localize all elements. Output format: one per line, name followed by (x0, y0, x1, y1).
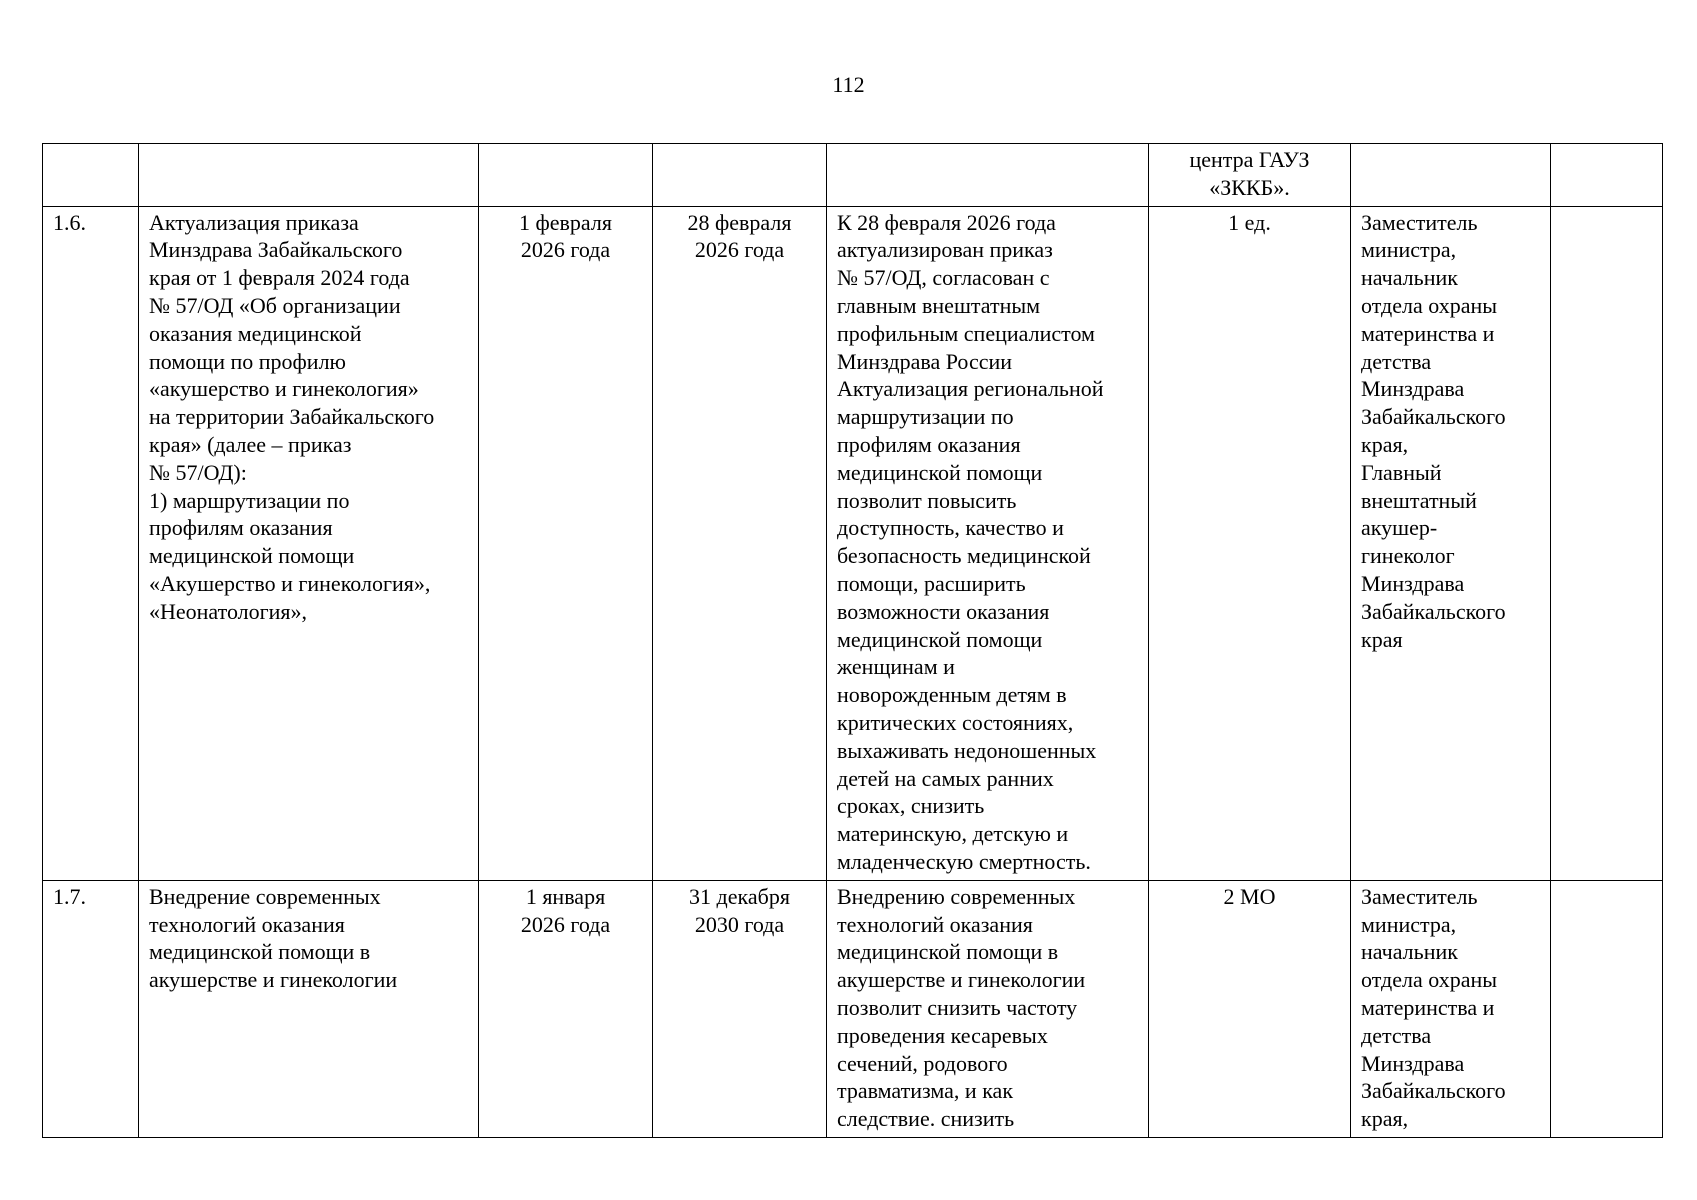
cell-text-line: детей на самых ранних (837, 765, 1054, 791)
cell-text-line: медицинской помощи в (149, 939, 371, 965)
cell-text-line: 1 ед. (1228, 209, 1271, 235)
cell-extra (1551, 206, 1663, 880)
cell-text-line: Минздрава (1361, 376, 1465, 402)
cell-text-line: № 57/ОД, согласован с (837, 265, 1050, 291)
cell-text-line: начальник (1361, 265, 1458, 291)
cell-text-line: гинеколог (1361, 543, 1455, 569)
cell-responsible (1351, 206, 1551, 880)
cell-text-line: позволит снизить частоту (837, 994, 1078, 1020)
cell-text-line: 28 февраля (687, 209, 792, 235)
cell-text-line: Заместитель (1361, 209, 1478, 235)
cell-text-line: «Неонатология», (149, 598, 308, 624)
cell-text-line: № 57/ОД «Об организации (149, 292, 401, 318)
cell-text-line: Минздрава (1361, 1050, 1465, 1076)
cell-text-line: Забайкальского (1361, 404, 1506, 430)
cell-text-line: технологий оказания (837, 911, 1033, 937)
cell-text-line: края, (1361, 431, 1409, 457)
cell-text-line: материнства и (1361, 320, 1495, 346)
cell-text-line: Забайкальского (1361, 1078, 1506, 1104)
cell-text-line: следствие. снизить (837, 1106, 1015, 1132)
cell-text-line: начальник (1361, 939, 1458, 965)
cell-text-line: акушерстве и гинекологии (837, 967, 1086, 993)
cell-text-line: внештатный (1361, 487, 1477, 513)
cell-text-line: доступность, качество и (837, 515, 1064, 541)
cell-start-date (479, 144, 653, 207)
cell-text-line: отдела охраны (1361, 967, 1498, 993)
cell-text-line: Внедрение современных (149, 883, 381, 909)
cell-text-line: на территории Забайкальского (149, 404, 435, 430)
cell-text-line: материнства и (1361, 994, 1495, 1020)
cell-text-line: Актуализация региональной (837, 376, 1104, 402)
cell-text-line: помощи по профилю (149, 348, 346, 374)
cell-text-line: выхаживать недоношенных (837, 737, 1097, 763)
cell-text-line: Актуализация приказа (149, 209, 359, 235)
cell-indicator-value (1149, 880, 1351, 1137)
cell-text-line: травматизма, и как (837, 1078, 1014, 1104)
cell-text-line: Заместитель (1361, 883, 1478, 909)
cell-responsible (1351, 144, 1551, 207)
cell-text-line: министра, (1361, 237, 1457, 263)
cell-text-line: Внедрению современных (837, 883, 1076, 909)
cell-text-line: медицинской помощи в (837, 939, 1059, 965)
cell-measure-name (139, 144, 479, 207)
cell-text-line: министра, (1361, 911, 1457, 937)
cell-text-line: проведения кесаревых (837, 1022, 1048, 1048)
table-row (43, 144, 1663, 207)
cell-text-line: медицинской помощи (837, 626, 1043, 652)
cell-text-line: 2026 года (694, 237, 785, 263)
cell-extra (1551, 144, 1663, 207)
cell-text-line: «ЗККБ». (1209, 174, 1290, 200)
cell-text-line: профилям оказания (149, 515, 333, 541)
cell-end-date (653, 206, 827, 880)
cell-text-line: помощи, расширить (837, 570, 1026, 596)
cell-text-line: 1 февраля (519, 209, 612, 235)
measures-table (42, 143, 1663, 1138)
cell-indicator-value (1149, 144, 1351, 207)
cell-text-line: 31 декабря (689, 883, 790, 909)
cell-text-line: медицинской помощи (149, 543, 355, 569)
cell-text-line: 2026 года (520, 237, 611, 263)
cell-text-line: края от 1 февраля 2024 года (149, 265, 410, 291)
cell-text-line: критических состояниях, (837, 709, 1074, 735)
cell-text-line: новорожденным детям в (837, 682, 1067, 708)
cell-text-line: безопасность медицинской (837, 543, 1091, 569)
cell-text-line: сечений, родового (837, 1050, 1008, 1076)
cell-end-date (653, 880, 827, 1137)
cell-measure-name (139, 206, 479, 880)
cell-text-line: К 28 февраля 2026 года (837, 209, 1056, 235)
cell-text-line: медицинской помощи (837, 459, 1043, 485)
cell-text-line: сроках, снизить (837, 793, 985, 819)
cell-text-line: Минздрава России (837, 348, 1013, 374)
cell-text-line: Минздрава Забайкальского (149, 237, 403, 263)
cell-text-line: края, (1361, 1106, 1409, 1132)
cell-text-line: 1.6. (53, 209, 86, 235)
cell-text-line: материнскую, детскую и (837, 821, 1069, 847)
cell-text-line: 2 МО (1223, 883, 1276, 909)
cell-number (43, 206, 139, 880)
table-row (43, 206, 1663, 880)
cell-text-line: детства (1361, 1022, 1432, 1048)
cell-text-line: возможности оказания (837, 598, 1050, 624)
cell-text-line: 1) маршрутизации по (149, 487, 350, 513)
cell-expected-result (827, 144, 1149, 207)
cell-text-line: технологий оказания (149, 911, 345, 937)
cell-text-line: женщинам и (837, 654, 955, 680)
cell-extra (1551, 880, 1663, 1137)
cell-indicator-value (1149, 206, 1351, 880)
cell-responsible (1351, 880, 1551, 1137)
cell-expected-result (827, 880, 1149, 1137)
page-number: 112 (832, 72, 865, 97)
cell-text-line: акушер- (1361, 515, 1438, 541)
cell-text-line: Минздрава (1361, 570, 1465, 596)
cell-text-line: главным внештатным (837, 292, 1041, 318)
cell-text-line: края (1361, 626, 1403, 652)
cell-text-line: № 57/ОД): (149, 459, 247, 485)
cell-text-line: детства (1361, 348, 1432, 374)
cell-expected-result (827, 206, 1149, 880)
cell-number (43, 880, 139, 1137)
cell-start-date (479, 880, 653, 1137)
cell-text-line: отдела охраны (1361, 292, 1498, 318)
cell-text-line: акушерстве и гинекологии (149, 967, 398, 993)
cell-measure-name (139, 880, 479, 1137)
cell-text-line: позволит повысить (837, 487, 1017, 513)
cell-text-line: младенческую смертность. (837, 848, 1091, 874)
table-row (43, 880, 1663, 1137)
cell-text-line: «Акушерство и гинекология», (149, 570, 431, 596)
cell-text-line: края» (далее – приказ (149, 431, 352, 457)
cell-text-line: оказания медицинской (149, 320, 362, 346)
cell-text-line: Забайкальского (1361, 598, 1506, 624)
cell-text-line: профилям оказания (837, 431, 1021, 457)
cell-text-line: центра ГАУЗ (1189, 147, 1310, 172)
cell-text-line: профильным специалистом (837, 320, 1095, 346)
cell-text-line: 1.7. (53, 883, 86, 909)
cell-end-date (653, 144, 827, 207)
cell-text-line: маршрутизации по (837, 404, 1014, 430)
cell-text-line: 2030 года (694, 911, 785, 937)
cell-text-line: Главный (1361, 459, 1442, 485)
cell-number (43, 144, 139, 207)
cell-text-line: 1 января (525, 883, 606, 909)
cell-text-line: «акушерство и гинекология» (149, 376, 419, 402)
cell-start-date (479, 206, 653, 880)
cell-text-line: 2026 года (520, 911, 611, 937)
cell-text-line: актуализирован приказ (837, 237, 1053, 263)
